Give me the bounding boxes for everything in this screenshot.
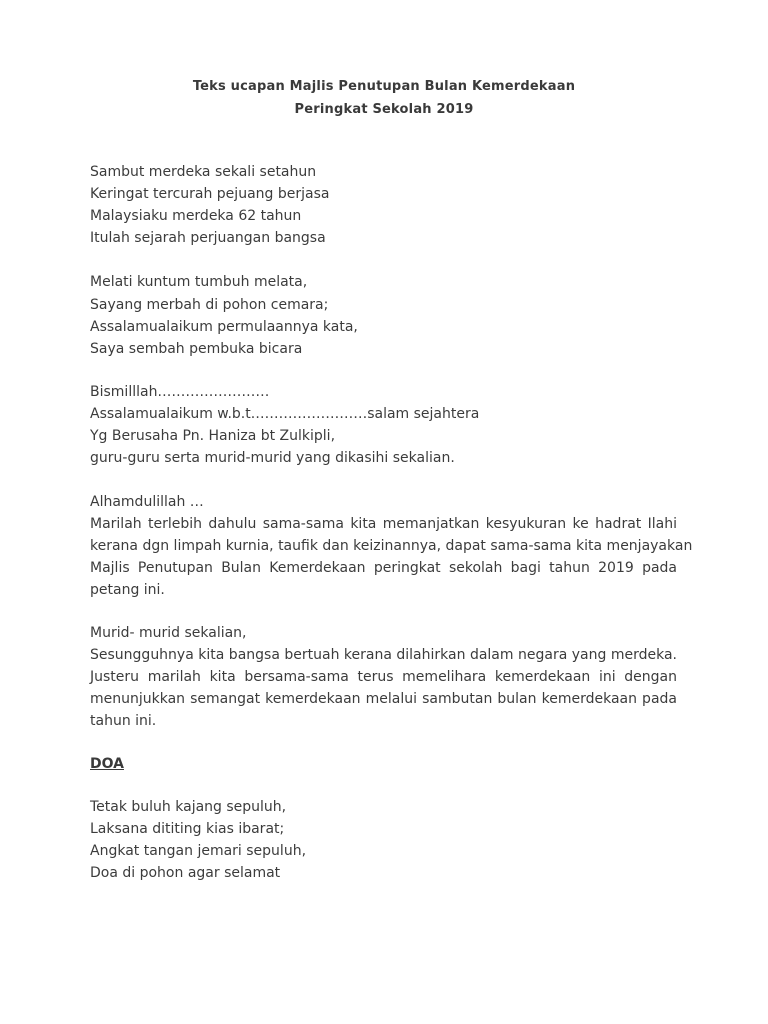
doa-heading: DOA <box>90 756 124 772</box>
poem-line: Malaysiaku merdeka 62 tahun <box>90 208 302 224</box>
paragraph-line: Sesungguhnya kita bangsa bertuah kerana dilahirkan dalam negara yang merdeka. <box>90 647 677 663</box>
paragraph-line: tahun ini. <box>90 713 157 729</box>
pantun-line: Sayang merbah di pohon cemara; <box>90 297 329 313</box>
pantun-line: Assalamualaikum permulaannya kata, <box>90 319 358 335</box>
pantun-line: Melati kuntum tumbuh melata, <box>90 274 308 290</box>
greeting-line: Assalamualaikum w.b.t.……………………salam sejahtera <box>90 406 480 422</box>
paragraph-line: petang ini. <box>90 582 165 598</box>
greeting-line: guru-guru serta murid-murid yang dikasihi sekalian. <box>90 450 455 466</box>
paragraph-line: kerana dgn limpah kurnia, taufik dan keizinannya, dapat sama-sama kita menjayakan <box>90 538 693 554</box>
greeting-line: Bismilllah…………………… <box>90 384 270 400</box>
poem-line: Sambut merdeka sekali setahun <box>90 164 317 180</box>
poem-line: Keringat tercurah pejuang berjasa <box>90 186 330 202</box>
pantun-line: Tetak buluh kajang sepuluh, <box>90 799 287 815</box>
paragraph-line: Marilah terlebih dahulu sama-sama kita memanjatkan kesyukuran ke hadrat Ilahi <box>90 516 677 532</box>
document-title-line-2: Peringkat Sekolah 2019 <box>294 102 474 117</box>
poem-line: Itulah sejarah perjuangan bangsa <box>90 230 326 246</box>
paragraph-line: Majlis Penutupan Bulan Kemerdekaan peringkat sekolah bagi tahun 2019 pada <box>90 560 677 576</box>
greeting-line: Yg Berusaha Pn. Haniza bt Zulkipli, <box>90 428 336 444</box>
paragraph-opening: Murid- murid sekalian, <box>90 625 247 641</box>
pantun-line: Doa di pohon agar selamat <box>90 865 281 881</box>
paragraph-opening: Alhamdulillah … <box>90 494 204 510</box>
paragraph-line: Justeru marilah kita bersama-sama terus memelihara kemerdekaan ini dengan <box>90 669 677 685</box>
document-title-line-1: Teks ucapan Majlis Penutupan Bulan Kemerdekaan <box>192 79 576 94</box>
pantun-line: Laksana dititing kias ibarat; <box>90 821 285 837</box>
pantun-line: Saya sembah pembuka bicara <box>90 341 303 357</box>
paragraph-line: menunjukkan semangat kemerdekaan melalui sambutan bulan kemerdekaan pada <box>90 691 677 707</box>
pantun-line: Angkat tangan jemari sepuluh, <box>90 843 307 859</box>
